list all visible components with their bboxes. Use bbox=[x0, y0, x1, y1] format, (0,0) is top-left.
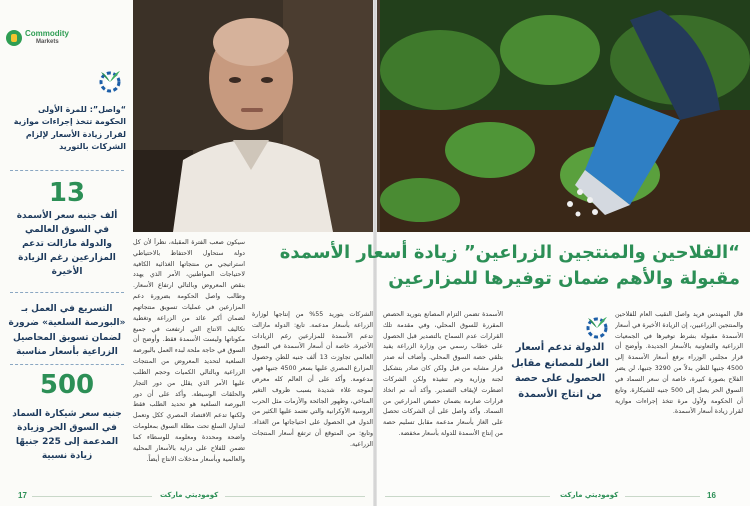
stat-number-13: 13 bbox=[48, 178, 86, 208]
footer-brand-left: كوموديتي ماركت bbox=[160, 491, 219, 499]
page-number-left: 17 bbox=[18, 491, 27, 500]
footer-rule bbox=[625, 496, 700, 497]
stat-text-13: ألف جنيه سعر الأسمدة في السوق العالمي والدولة مازالت تدعم المزارعين رغم الزيادة الأخيرة bbox=[16, 211, 118, 277]
gear-sprout-icon-2 bbox=[583, 312, 611, 340]
body-column-4: قال المهندس فريد واصل النقيب العام للفلاحين والمنتجين الزراعيين، إن الزيادة الأخيرة في أسعار الأسمدة مقبولة بشرط توفيرها في الجمعيات الزراعية والتعاونية بالأسعار الجديدة. وأوضح أن قرار مجلس الوزراء برفع أسعار الأسمدة إلى 4500 جنيها للطن بدلاً من 3290 جنيها، لن يضر الفلاح بصورة كبيرة، خاصة أن سعر السماد في السوق الحر يصل إلى 500 جنيه للشيكارة. وتابع أن الحكومة ولأول مرة تتخذ إجراءات موازية لقرار زيادة أسعار الأسمدة. bbox=[615, 311, 743, 416]
sidebar-divider bbox=[10, 364, 124, 365]
body-column-2: الشركات بتوريد 55% من إنتاجها لوزارة الزراعة بأسعار مدعمة. تابع: الدولة مازالت تدعم الأسمدة للمزارعين رغم الزيادات الأخيرة، خاصة أن أسعار الأسمدة في السوق العالمي تجاوزت 13 ألف جنيه للطن وحصول المزارع المصري عليها بسعر 4500 جنيها فهي مدعومة. وأكد على أن العالم كله معرض لموجة غلاء شديدة بسبب ظروف التغير المناخي، وظهور الجائحة والأزمات مثل الحرب الروسية الأوكرانية والتي تعتمد عليها الكثير من الدول في الحصول على احتياجاتها من الغذاء. وتابع: من المتوقع أن ترتفع أسعار المنتجات الزراعية. bbox=[252, 311, 373, 448]
headline-line-1: “الفلاحين والمنتجين الزراعين” زيادة أسعار الأسمدة bbox=[279, 242, 740, 263]
page-number-right: 16 bbox=[707, 491, 716, 500]
interview-photo-art bbox=[133, 0, 380, 232]
footer-brand-right: كوموديتي ماركت bbox=[560, 491, 619, 499]
footer-rule bbox=[225, 496, 365, 497]
headline-line-2: مقبولة والأهم ضمان توفيرها للمزارعين bbox=[388, 268, 740, 290]
page-footer bbox=[0, 488, 750, 506]
interview-photo bbox=[133, 0, 380, 232]
sidebar-quote: “واصل”: للمرة الأولى الحكومة تتخذ إجراءات موازية لقرار زيادة الأسعار لإلزام الشركات بالتوريد bbox=[13, 105, 126, 152]
gear-sprout-icon bbox=[96, 66, 124, 94]
pull-quote: الدولة تدعم أسعار الغاز للمصانع مقابل الحصول على حصة من انتاج الأسمدة bbox=[511, 342, 609, 400]
stat-text-500: جنيه سعر شيكارة السماد في السوق الحر وزيادة المدعمة إلى 225 جنيهًا زيادة نسبية bbox=[12, 409, 122, 461]
footer-rule bbox=[385, 496, 550, 497]
brand-logo bbox=[6, 28, 76, 52]
stat-number-500: 500 bbox=[39, 370, 95, 400]
sidebar-divider bbox=[10, 292, 124, 293]
logo-text-line2: Markets bbox=[36, 39, 59, 45]
body-column-3: الأسمدة تضمن التزام المصانع بتوريد الحصص المقررة للسوق المحلي، وفي مقدمة تلك القرارات عدم السماح بالتصدير قبل الحصول على خطاب رسمي من وزارة الزراعة يفيد بتلقي حصة السوق المحلي. وأضاف أنه صدر قرار مشابه من قبل ولكن كان صادر بتشكيل لجنة وزارية وتم تنفيذه ولكن الشركات اضطرت لإيقاف التصدير. وأكد أنه تم اتخاذ قرارات صارمة بضمان حصص المزارعين من السماد. وأكد واصل على أن الشركات تحصل على الغاز بأسعار مدعمة مقابل تسليم حصة من إنتاج الأسمدة للدولة بأسعار مخفضة. bbox=[383, 311, 503, 438]
fertilizer-photo-art bbox=[380, 0, 750, 232]
logo-text-line1: Commodity bbox=[25, 29, 69, 38]
footer-rule bbox=[32, 496, 152, 497]
sidebar-bullet: التسريع في العمل بـ «البورصة السلعية» ضرورة لضمان تسويق المحاصيل الزراعية بأسعار مناسبة bbox=[8, 304, 126, 358]
body-column-1: سيكون صعب الفترة المقبلة، نظراً لأن كل دولة ستحاول الاحتفاظ بالاحتياطي استراتيجي من منتجاتها الغذائية الكافية لاحتياجات المواطنين، الأمر الذي يهدد بنقص المعروض وبالتالي ارتفاع الأسعار. وطالب واصل الحكومة بضرورة دعم المزارعين في عمليات تسويق منتجاتهم لضمان أكبر عائد من الزراعة وتغطية تكاليف الانتاج التي ارتفعت في جميع مكوناتها وليست الأسمدة فقط. وأوضح أن السوق في حاجة ملحة لبدء العمل بالبورصة السلعية لتحديد المعروض من المنتجات الزراعية وبالتالي الكميات وحجم الطلب عليها الأمر الذي يقلل من دور التجار والحلقات الوسيطة. وأكد على أن دور البورصة السلعية هو تحديد الطلب فقط ولكنها تدعم الاقتصاد المصري ككل وتعمل لتداول السلع تحت مظلة السوق بمعلومات واضحة ومحددة ومعلومة للوسطاء كما تضمن للفلاح على دراية بالأسعار المحلية والعالمية وبأسعار مدخلات الانتاج أيضاً. bbox=[133, 239, 245, 463]
logo-mark-icon bbox=[6, 30, 22, 46]
sidebar-divider bbox=[10, 170, 124, 171]
fertilizer-photo bbox=[380, 0, 750, 232]
